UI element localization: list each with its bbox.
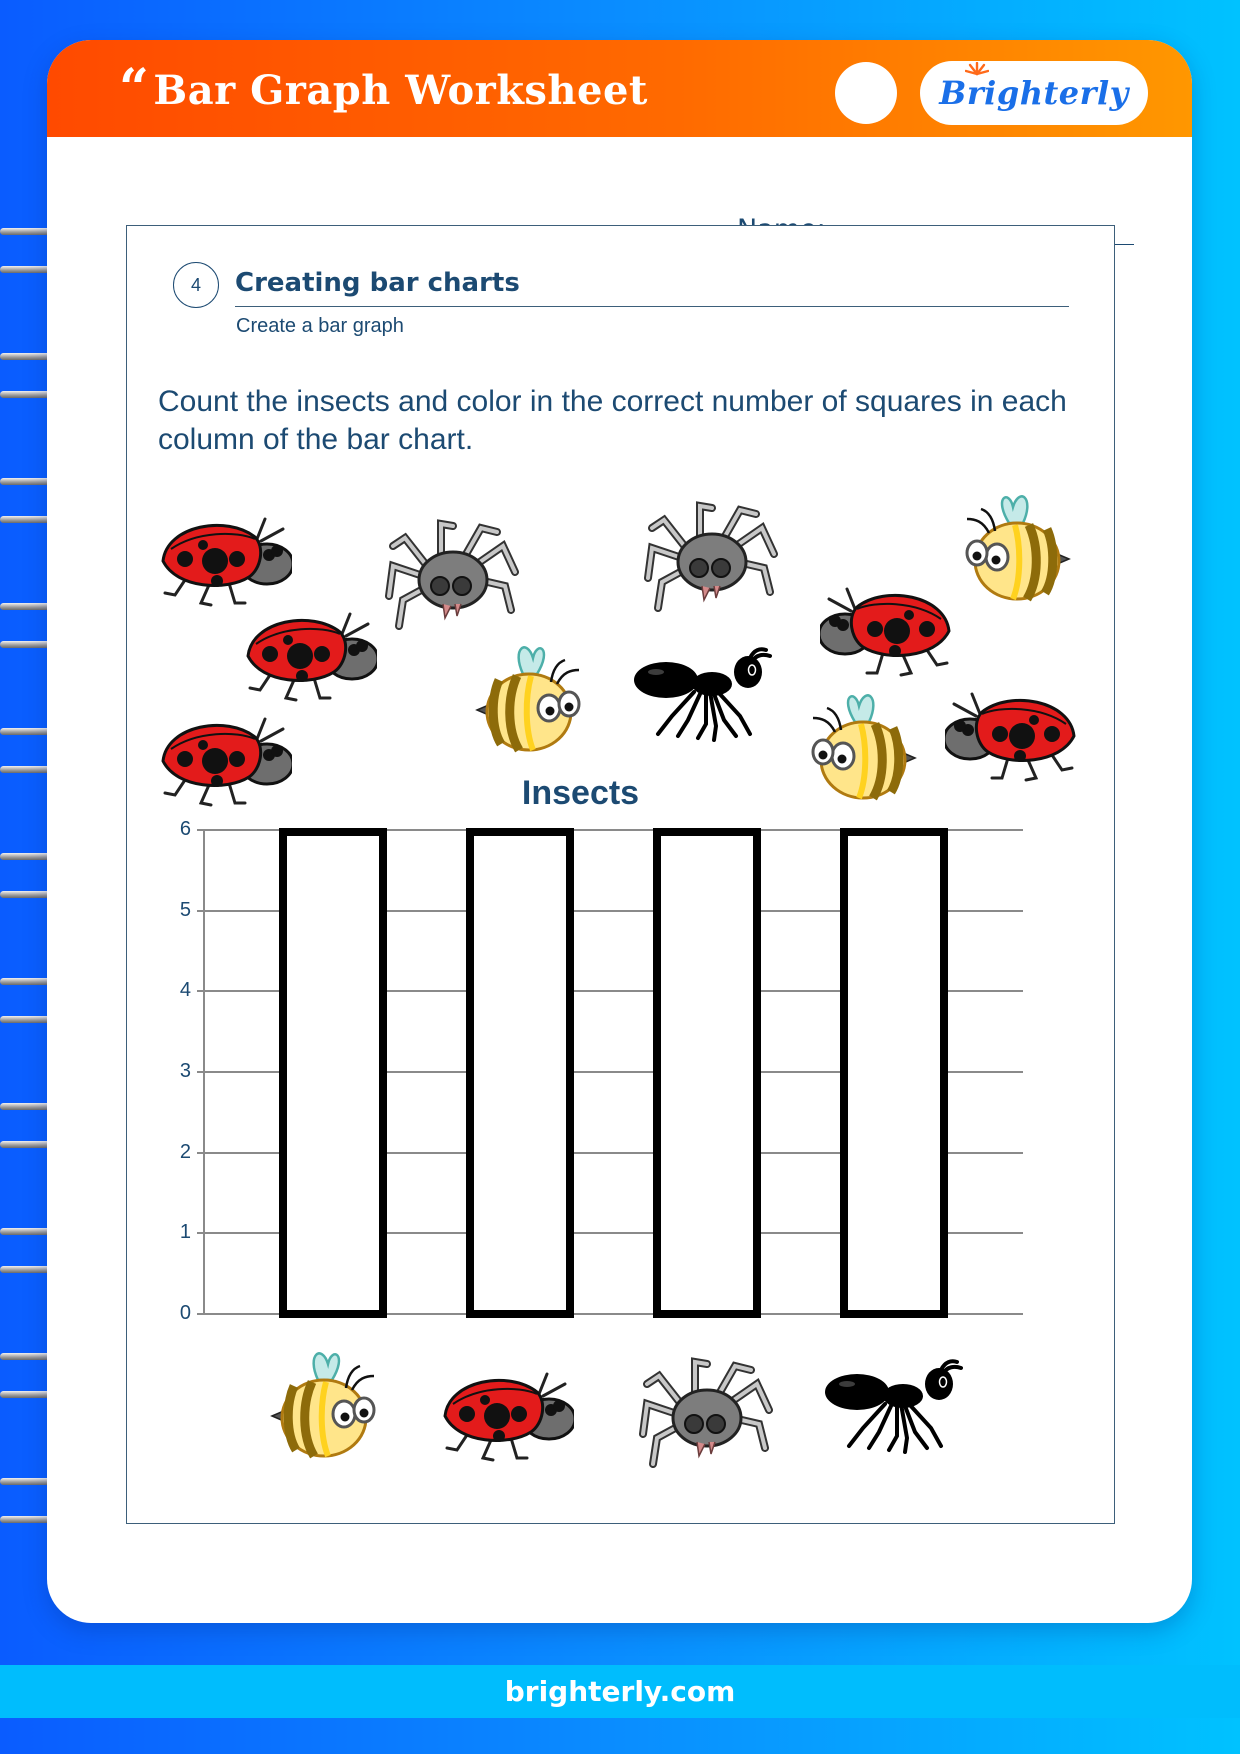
exercise-box xyxy=(126,225,1115,1524)
ladybug-icon xyxy=(242,604,377,709)
y-tick-label: 4 xyxy=(179,979,191,1002)
exercise-number: 4 xyxy=(173,262,219,308)
y-tick-label: 5 xyxy=(179,898,191,921)
y-axis xyxy=(203,830,205,1314)
ant-icon xyxy=(823,1356,963,1461)
section-title: Creating bar charts xyxy=(235,268,520,298)
title-text: Bar Graph Worksheet xyxy=(153,67,648,114)
ladybug-icon xyxy=(157,509,292,614)
bee-icon xyxy=(262,1344,382,1469)
ant-icon xyxy=(632,644,772,749)
ladybug-icon xyxy=(439,1364,574,1469)
y-tick-label: 2 xyxy=(179,1140,191,1163)
y-tick-label: 0 xyxy=(179,1302,191,1324)
footer-url[interactable]: brighterly.com xyxy=(504,1675,736,1708)
quote-icon: “ xyxy=(119,58,150,119)
chart-title: Insects xyxy=(521,774,640,812)
section-subtitle: Create a bar graph xyxy=(236,315,404,337)
bee-icon xyxy=(467,638,587,763)
y-tick-label: 6 xyxy=(179,818,191,840)
y-tick-label: 1 xyxy=(179,1221,191,1244)
logo-wordmark: Brighterly xyxy=(939,74,1129,112)
header-bar xyxy=(47,40,1192,137)
y-tick-label: 3 xyxy=(179,1060,191,1082)
spider-icon xyxy=(644,498,779,618)
sun-rays-icon xyxy=(965,62,989,76)
bar-column-spider[interactable] xyxy=(653,828,761,1318)
section-divider xyxy=(235,306,1069,307)
footer-band xyxy=(0,1665,1240,1718)
instructions-text: Count the insects and color in the correct number of squares in each column of the bar chart. xyxy=(158,385,1067,456)
brighterly-logo[interactable] xyxy=(920,61,1148,125)
bar-column-bee[interactable] xyxy=(279,828,387,1318)
header-circle-badge xyxy=(835,62,897,124)
ladybug-icon xyxy=(820,579,955,684)
spider-icon xyxy=(385,516,520,636)
worksheet-title xyxy=(119,58,648,119)
bar-column-ladybug[interactable] xyxy=(466,828,574,1318)
spider-icon xyxy=(639,1354,774,1474)
bee-icon xyxy=(959,487,1079,612)
bar-column-ant[interactable] xyxy=(840,828,948,1318)
